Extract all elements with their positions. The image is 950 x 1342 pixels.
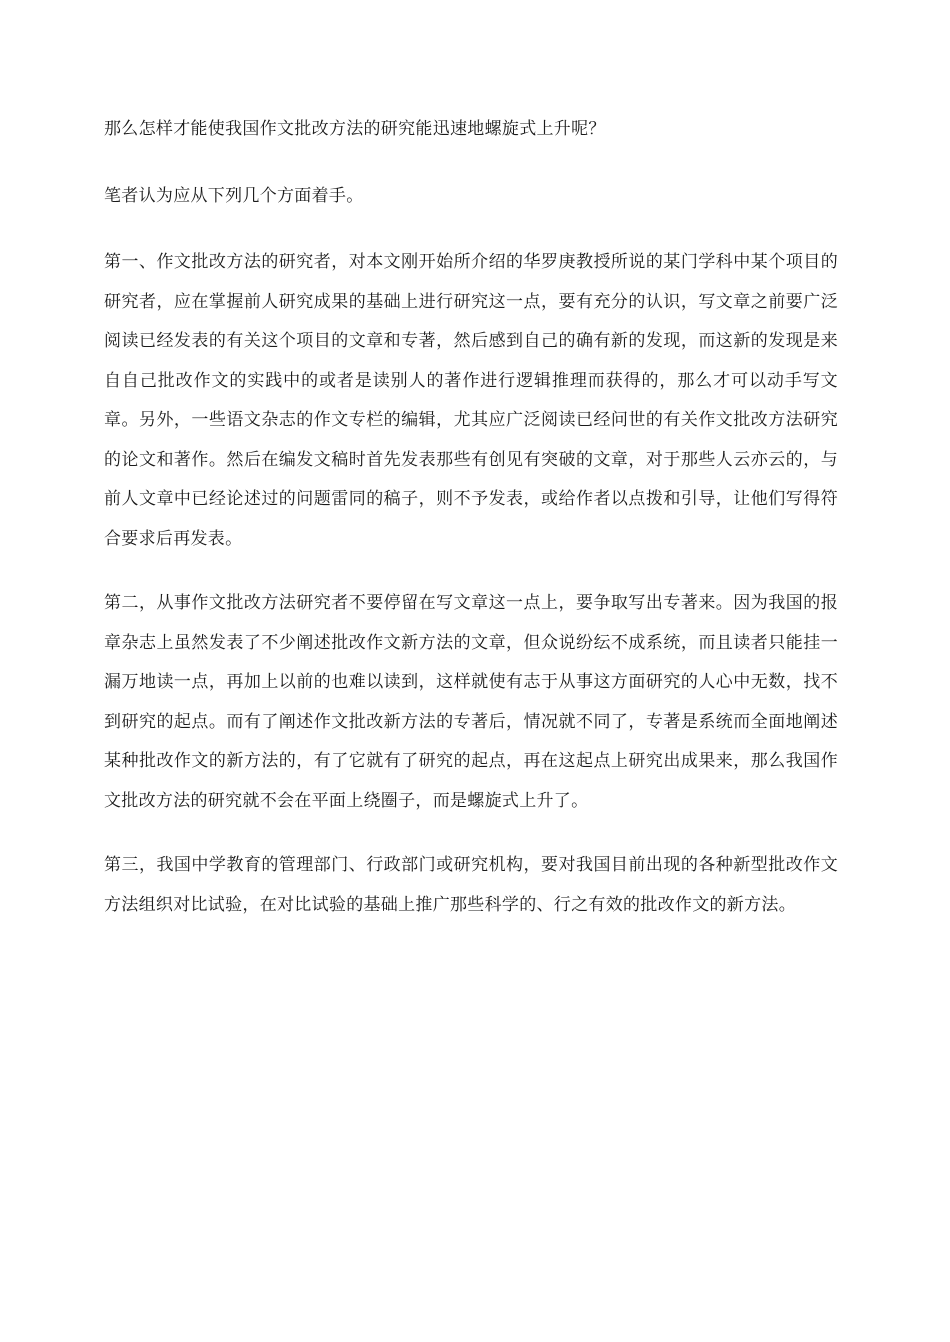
paragraph-intro: 笔者认为应从下列几个方面着手。 — [104, 185, 364, 206]
paragraph-point-two: 第二，从事作文批改方法研究者不要停留在写文章这一点上，要争取写出专著来。因为我国的报章杂志上虽然发表了不少阐述批改作文新方法的文章，但众说纷纭不成系统，而且读者只能挂一漏万地读一点，再加上以前的也难以读到，这样就使有志于从事这方面研究的人心中无数，找不到研究的起点。而有了阐述作文批改新方法的专著后，情况就不同了，专著是系统而全面地阐述某种批改作文的新方法的，有了它就有了研究的起点，再在这起点上研究出成果来，那么我国作文批改方法的研究就不会在平面上绕圈子，而是螺旋式上升了。 — [104, 593, 838, 811]
paragraph-point-one: 第一、作文批改方法的研究者，对本文刚开始所介绍的华罗庚教授所说的某门学科中某个项目的研究者，应在掌握前人研究成果的基础上进行研究这一点，要有充分的认识，写文章之前要广泛阅读已经发表的有关这个项目的文章和专著，然后感到自己的确有新的发现，而这新的发现是来自自己批改作文的实践中的或者是读别人的著作进行逻辑推理而获得的，那么才可以动手写文章。另外，一些语文杂志的作文专栏的编辑，尤其应广泛阅读已经问世的有关作文批改方法研究的论文和著作。然后在编发文稿时首先发表那些有创见有突破的文章，对于那些人云亦云的，与前人文章中已经论述过的问题雷同的稿子，则不予发表，或给作者以点拨和引导，让他们写得符合要求后再发表。 — [104, 252, 838, 549]
paragraph-question: 那么怎样才能使我国作文批改方法的研究能迅速地螺旋式上升呢？ — [104, 119, 606, 139]
paragraph-point-three: 第三，我国中学教育的管理部门、行政部门或研究机构，要对我国目前出现的各种新型批改作文方法组织对比试验，在对比试验的基础上推广那些科学的、行之有效的批改作文的新方法。 — [104, 855, 838, 915]
document-body — [104, 110, 838, 925]
